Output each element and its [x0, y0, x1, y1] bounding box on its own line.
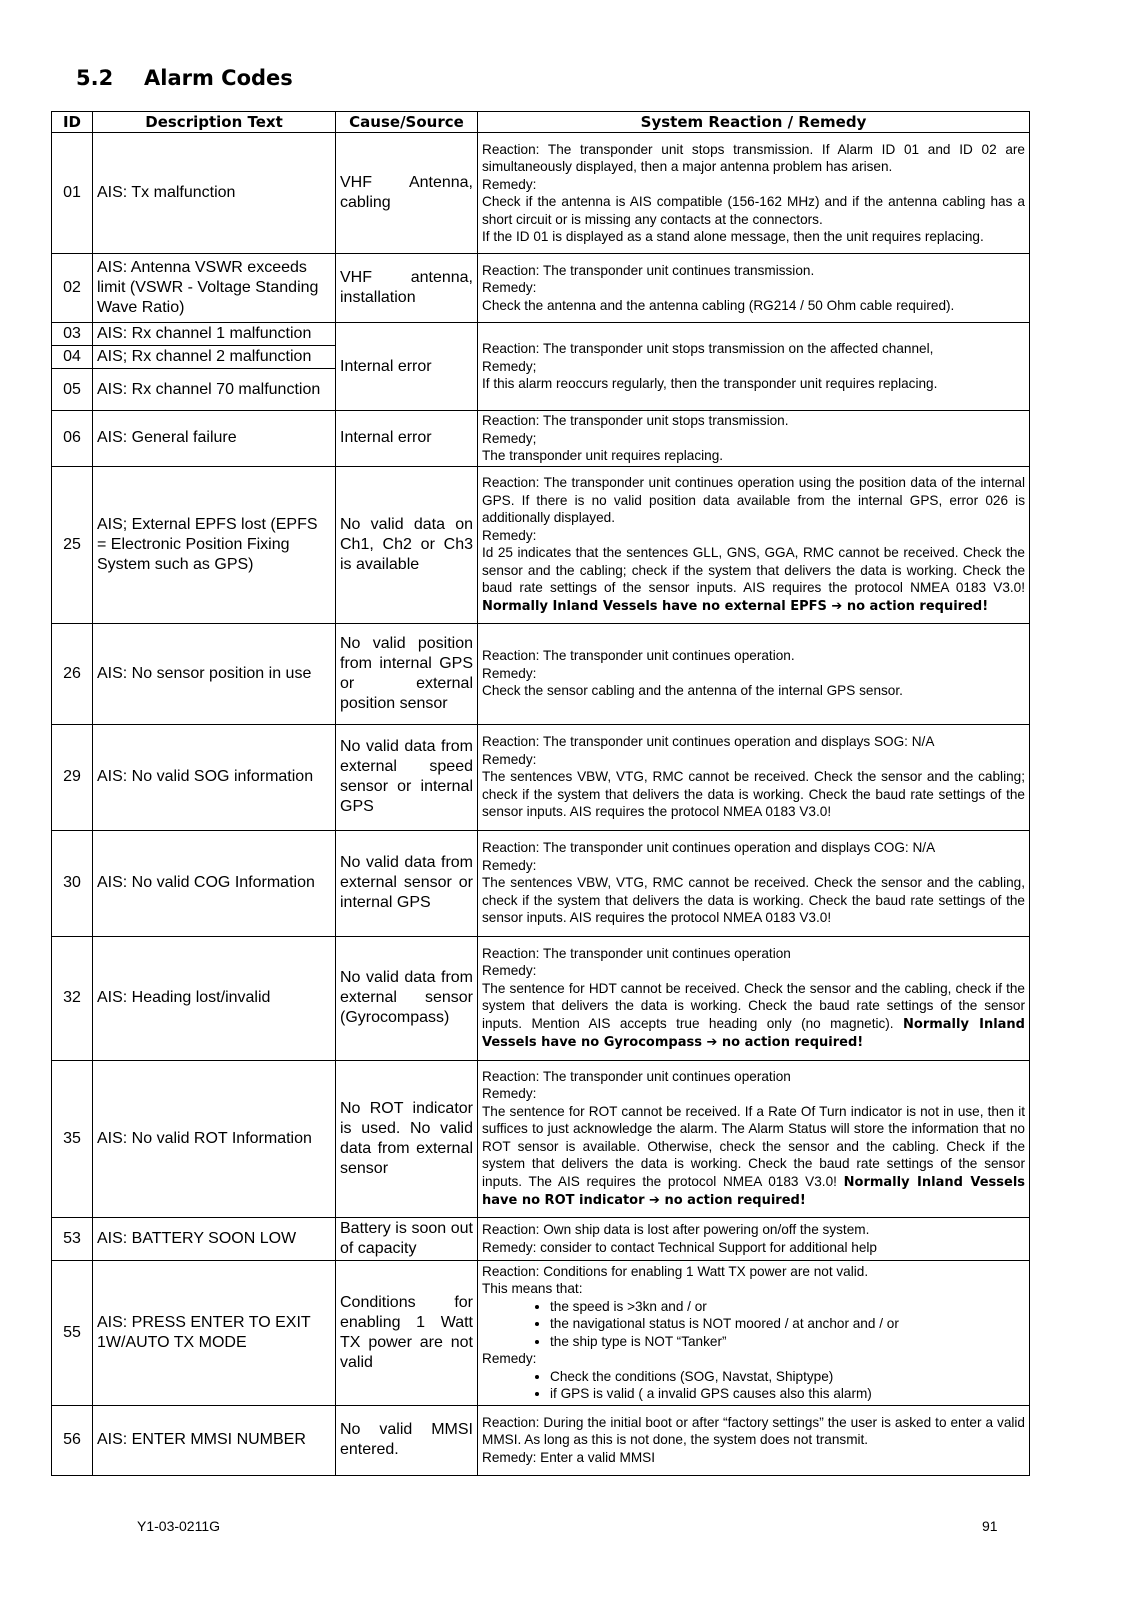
remedy-line: Remedy:	[482, 176, 537, 192]
remedy-line: Reaction: The transponder unit continues transmission.	[482, 262, 815, 278]
remedy-line: Reaction: The transponder unit stops transmission on the affected channel,	[482, 341, 934, 357]
table-row	[52, 411, 1030, 467]
alarm-description: AIS: No valid COG Information	[93, 830, 336, 936]
table-row	[52, 1217, 1030, 1260]
remedy-line: Reaction: The transponder unit stops transmission.	[482, 413, 789, 428]
alarm-id: 03	[52, 323, 93, 346]
remedy-text: The sentence for HDT cannot be received. Check the sensor and the cabling, check if the system that delivers the data is working. Check the baud rate settings of the sensor inputs. Mention AIS accepts true heading only (no magnetic).	[482, 980, 1025, 1031]
alarm-remedy	[478, 936, 1030, 1060]
alarm-id: 29	[52, 724, 93, 830]
alarm-id: 05	[52, 369, 93, 411]
alarm-cause: Internal error	[336, 411, 478, 467]
remedy-line: Check the sensor cabling and the antenna of the internal GPS sensor.	[482, 683, 903, 699]
remedy-text: Id 25 indicates that the sentences GLL, GNS, GGA, RMC cannot be received. Check the sensor and the cabling; check if the system that delivers the data is working. Check the baud rate settings of the sensor inputs. AIS requires the protocol NMEA 0183 V3.0!	[482, 545, 1025, 595]
alarm-description: AIS: Tx malfunction	[93, 133, 336, 254]
remedy-line: Remedy:	[482, 665, 537, 681]
remedy-line: Reaction: The transponder unit continues operation	[482, 1068, 791, 1084]
table-row	[52, 254, 1030, 323]
remedy-line: Remedy:	[482, 280, 537, 296]
remedy-line: If the ID 01 is displayed as a stand alone message, then the unit requires replacing.	[482, 229, 984, 244]
alarm-id: 35	[52, 1060, 93, 1217]
alarm-cause: No valid data on Ch1, Ch2 or Ch3 is available	[336, 466, 478, 623]
condition-list	[482, 1298, 1025, 1351]
remedy-line: Check the antenna and the antenna cabling (RG214 / 50 Ohm cable required).	[482, 297, 955, 313]
alarm-cause: VHF antenna, installation	[336, 254, 478, 323]
remedy-line: Check if the antenna is AIS compatible (156-162 MHz) and if the antenna cabling has a short circuit or is missing any contacts at the connectors.	[482, 194, 1025, 227]
alarm-id: 02	[52, 254, 93, 323]
alarm-description: AIS: No valid SOG information	[93, 724, 336, 830]
remedy-line: Remedy:	[482, 1086, 537, 1101]
remedy-line: Remedy;	[482, 430, 537, 446]
alarm-id: 06	[52, 411, 93, 467]
header-id: ID	[52, 112, 93, 133]
alarm-remedy	[478, 133, 1030, 254]
remedy-line: Remedy;	[482, 358, 537, 374]
alarm-description: AIS; External EPFS lost (EPFS = Electronic Position Fixing System such as GPS)	[93, 466, 336, 623]
alarm-description: AIS: General failure	[93, 411, 336, 467]
table-row	[52, 466, 1030, 623]
remedy-line: Remedy: consider to contact Technical Support for additional help	[482, 1239, 877, 1255]
alarm-id: 26	[52, 623, 93, 724]
alarm-id: 30	[52, 830, 93, 936]
alarm-remedy	[478, 1405, 1030, 1475]
alarm-description: AIS: Antenna VSWR exceeds limit (VSWR - Voltage Standing Wave Ratio)	[93, 254, 336, 323]
remedy-line: Remedy:	[482, 963, 537, 978]
alarm-remedy	[478, 724, 1030, 830]
header-cause: Cause/Source	[336, 112, 478, 133]
table-row	[52, 133, 1030, 254]
alarm-remedy	[478, 466, 1030, 623]
remedy-line: Remedy:	[482, 527, 537, 543]
remedy-list	[482, 1368, 1025, 1403]
section-number: 5.2	[76, 66, 114, 90]
remedy-line	[482, 980, 1025, 1052]
alarm-id: 55	[52, 1260, 93, 1405]
alarm-description: AIS: Heading lost/invalid	[93, 936, 336, 1060]
alarm-remedy	[478, 623, 1030, 724]
list-item: • Check the conditions (SOG, Navstat, Shiptype)	[550, 1368, 1025, 1386]
remedy-note: Normally Inland Vessels have no external EPFS ➔ no action required!	[482, 598, 989, 614]
alarm-remedy	[478, 254, 1030, 323]
table-header-row	[52, 112, 1030, 133]
alarm-description: AIS: No valid ROT Information	[93, 1060, 336, 1217]
page-number: 91	[982, 1518, 998, 1534]
alarm-description: AIS: PRESS ENTER TO EXIT 1W/AUTO TX MODE	[93, 1260, 336, 1405]
table-row	[52, 936, 1030, 1060]
alarm-cause: Battery is soon out of capacity	[336, 1217, 478, 1260]
alarm-description: AIS: No sensor position in use	[93, 623, 336, 724]
alarm-description: AIS: BATTERY SOON LOW	[93, 1217, 336, 1260]
remedy-line: Reaction: The transponder unit continues operation and displays COG: N/A	[482, 840, 936, 856]
alarm-remedy	[478, 411, 1030, 467]
list-item: • the ship type is NOT “Tanker”	[550, 1333, 1025, 1351]
alarm-cause: No valid data from external sensor (Gyrocompass)	[336, 936, 478, 1060]
alarm-cause: No valid MMSI entered.	[336, 1405, 478, 1475]
remedy-line: The transponder unit requires replacing.	[482, 448, 724, 463]
table-row	[52, 1405, 1030, 1475]
alarm-codes-table	[51, 111, 1030, 1476]
section-title: Alarm Codes	[144, 66, 293, 90]
header-remedy: System Reaction / Remedy	[478, 112, 1030, 133]
remedy-note: Normally Inland Vessels have no ROT indicator ➔ no action required!	[482, 1174, 1026, 1208]
remedy-note: Normally Inland Vessels have no Gyrocompass ➔ no action required!	[482, 1016, 1025, 1050]
remedy-text: The sentence for ROT cannot be received. If a Rate Of Turn indicator is not in use, then it suffices to just acknowledge the alarm. The Alarm Status will store the information that no ROT sensor is available. Otherwise, check the sensor and the cabling. Check if the system that delivers the data is working. Check the baud rate settings of the sensor inputs. The AIS requires the protocol NMEA 0183 V3.0!	[482, 1103, 1025, 1189]
alarm-cause: Conditions for enabling 1 Watt TX power are not valid	[336, 1260, 478, 1405]
alarm-remedy	[478, 1260, 1030, 1405]
remedy-line: The sentences VBW, VTG, RMC cannot be received. Check the sensor and the cabling; check if the system that delivers the data is working. Check the baud rate settings of the sensor inputs. AIS requires the protocol NMEA 0183 V3.0!	[482, 769, 1025, 820]
remedy-line: Remedy:	[482, 857, 537, 873]
alarm-id: 32	[52, 936, 93, 1060]
alarm-remedy	[478, 1217, 1030, 1260]
alarm-remedy	[478, 1060, 1030, 1217]
remedy-line: Remedy: Enter a valid MMSI	[482, 1449, 656, 1465]
list-item: • if GPS is valid ( a invalid GPS causes also this alarm)	[550, 1385, 1025, 1403]
alarm-description: AIS: ENTER MMSI NUMBER	[93, 1405, 336, 1475]
alarm-description: AIS; Rx channel 2 malfunction	[93, 346, 336, 369]
remedy-line: If this alarm reoccurs regularly, then the transponder unit requires replacing.	[482, 376, 938, 392]
remedy-line: The sentences VBW, VTG, RMC cannot be received. Check the sensor and the cabling, check if the system that delivers the data is working. Check the baud rate settings of the sensor inputs. AIS requires the protocol NMEA 0183 V3.0!	[482, 875, 1025, 926]
table-row	[52, 623, 1030, 724]
document-id: Y1-03-0211G	[137, 1518, 221, 1534]
table-row	[52, 724, 1030, 830]
remedy-line: Reaction: The transponder unit continues operation	[482, 945, 791, 961]
section-heading	[76, 66, 293, 90]
table-row	[52, 1060, 1030, 1217]
alarm-cause: No valid position from internal GPS or external position sensor	[336, 623, 478, 724]
remedy-line: Reaction: The transponder unit continues operation and displays SOG: N/A	[482, 734, 935, 750]
alarm-id: 04	[52, 346, 93, 369]
alarm-cause: VHF Antenna, cabling	[336, 133, 478, 254]
header-description: Description Text	[93, 112, 336, 133]
alarm-cause: Internal error	[336, 323, 478, 411]
alarm-cause: No ROT indicator is used. No valid data from external sensor	[336, 1060, 478, 1217]
list-item: • the navigational status is NOT moored / at anchor and / or	[550, 1315, 1025, 1333]
alarm-description: AIS: Rx channel 70 malfunction	[93, 369, 336, 411]
table-row	[52, 830, 1030, 936]
remedy-line: Reaction: The transponder unit stops transmission. If Alarm ID 01 and ID 02 are simultaneously displayed, then a major antenna problem has arisen.	[482, 141, 1025, 174]
alarm-cause: No valid data from external speed sensor or internal GPS	[336, 724, 478, 830]
alarm-id: 53	[52, 1217, 93, 1260]
remedy-line: Reaction: The transponder unit continues operation using the position data of the internal GPS. If there is no valid position data available from the internal GPS, error 026 is additionally displayed.	[482, 475, 1025, 525]
alarm-remedy	[478, 323, 1030, 411]
alarm-id: 25	[52, 466, 93, 623]
alarm-remedy	[478, 830, 1030, 936]
remedy-line: This means that:	[482, 1281, 583, 1296]
remedy-line	[482, 1103, 1025, 1210]
alarm-id: 01	[52, 133, 93, 254]
remedy-line: Reaction: During the initial boot or after “factory settings” the user is asked to enter a valid MMSI. As long as this is not done, the system does not transmit.	[482, 1414, 1025, 1448]
remedy-line: Remedy:	[482, 751, 537, 767]
remedy-line: Reaction: Conditions for enabling 1 Watt TX power are not valid.	[482, 1263, 869, 1279]
alarm-cause: No valid data from external sensor or internal GPS	[336, 830, 478, 936]
remedy-line	[482, 544, 1025, 615]
alarm-id: 56	[52, 1405, 93, 1475]
remedy-line: Reaction: Own ship data is lost after powering on/off the system.	[482, 1222, 870, 1237]
list-item: • the speed is >3kn and / or	[550, 1298, 1025, 1316]
alarm-description: AIS: Rx channel 1 malfunction	[93, 323, 336, 346]
table-row	[52, 323, 1030, 346]
table-row	[52, 1260, 1030, 1405]
remedy-line: Remedy:	[482, 1351, 537, 1366]
remedy-line: Reaction: The transponder unit continues operation.	[482, 648, 795, 664]
